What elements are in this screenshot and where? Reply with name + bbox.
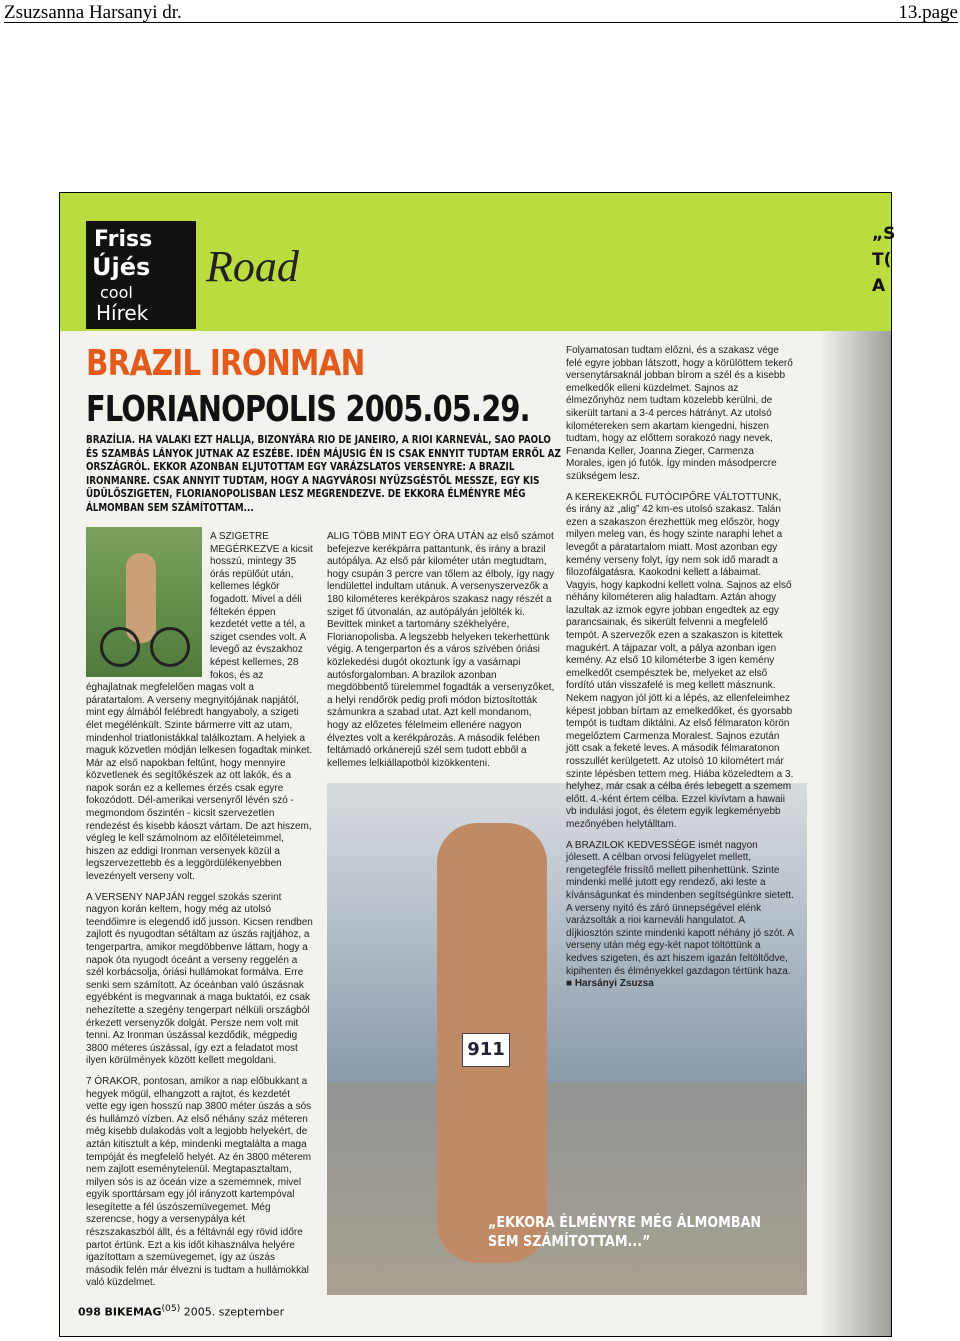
document-header	[4, 0, 958, 23]
pull-quote: „EKKORA ÉLMÉNYRE MÉG ÁLMOMBAN SEM SZÁMÍTOTTAM...”	[488, 1213, 762, 1250]
article-lead: BRAZÍLIA. HA VALAKI EZT HALLJA, BIZONYÁRA RIO DE JANEIRO, A RIOI KARNEVÁL, SAO PAOLO ÉS SZAMBÁS LÁNYOK JUTNAK AZ ESZÉBE. IDÉN MÁJUSIG ÉN IS CSAK ENNYIT TUDTAM ERRŐL AZ ORSZÁGRÓL. EKKOR AZONBAN ELJUTOTTAM EGY VARÁZSLATOS VERSENYRE: A BRAZIL IRONMANRE. CSAK ANNYIT TUDTAM, HOGY A NAGYVÁROSI NYÜZSGÉSTŐL MESSZE, EGY KIS ÜDÜLŐSZIGETEN, FLORIANOPOLISBAN LESZ MEGRENDEZVE. DE EKKORA ÉLMÉNYRE MÉG ÁLMOMBAN SEM SZÁMÍTOTTAM...	[86, 433, 561, 514]
race-bib: 911	[462, 1033, 510, 1067]
page-label: 13.page	[898, 2, 958, 23]
author-name: Zsuzsanna Harsanyi dr.	[4, 2, 182, 23]
article-column-1	[86, 531, 314, 1298]
magazine-logo: Friss Újés cool Hírek	[86, 221, 196, 329]
article-column-2	[327, 531, 555, 778]
cyclist-photo	[86, 527, 202, 677]
paragraph: Folyamatosan tudtam előzni, és a szakasz vége felé egyre jobban látszott, hogy a körülöttem tekerő versenytársaknál jobban bírom a szél és a kisebb emelkedők elleni küzdelmet. Sajnos az élmezőnyhöz nem tudtam közelebb kerülni, de sikerült tartani a 3-4 perces hátrányt. Az utolsó kilométereken sem akartam kiengedni, hiszen tudtam, hogy az előttem sorakozó nagy nevek, Fenanda Keller, Joanna Zieger, Carmenza Morales, igen jó futók. Így minden másodpercre szükségem lesz.	[566, 345, 793, 482]
page-fold-shadow	[820, 331, 891, 1336]
author-signature: Harsányi Zsuzsa	[574, 978, 654, 990]
magazine-scan	[59, 192, 896, 1337]
paragraph: A VERSENY NAPJÁN reggel szokás szerint nagyon korán keltem, hogy még az utolsó teendőimre is elegendő idő jusson. Kicsen rendben zajlott és nyugodtan sétáltam az úszás rajtjához, a tengerpartra, amikor megdöbbenve láttam, hogy a napok óta nyugodt óceánt a verseny reggelén a szél korbácsolja, óriási hullámokat formálva. Erre senki sem számított. Az óceánban való úszásnak egyébként is megvannak a maga buktatói, ez csak nehezítette a szegény tengerpart nélküli országból érkezett versenyzők dolgát. Persze nem volt mit tenni. Az Ironman úszással kezdődik, mégpedig 3800 méteres úszással, így ezt a feladatot most ilyen körülmények között kellett megoldani.	[86, 891, 313, 1067]
paragraph: A BRAZILOK KEDVESSÉGE ismét nagyon jólesett. A célban orvosi felügyelet mellett, rengetegféle frissítő mellett pihenhettünk. Szinte mindenki mellé jutott egy rendező, aki leste a kívánságunkat és mindenben segítségünkre sietett. A verseny nyitó és záró ünnepségével elénk varázsolták a rioi karneváli hangulatot. A díjkiosztón szinte mindenki kapott néhány jó szót. A verseny után még egy-két napot töltöttünk a kedves szigeten, és azt hiszem igazán feltöltődve, kipihenten és élményekkel gazdagon tértünk haza. ■ Harsányi Zsuzsa	[566, 839, 794, 990]
paragraph: A SZIGETRE MEGÉRKEZVE a kicsit hosszú, mintegy 35 órás repülőút után, kellemes légkör fogadott. Mivel a déli féltekén éppen kezdetét vette a tél, a sziget csendes volt. A levegő az évszakhoz képest kellemes, 28 fokos, és az éghajlatnak megfelelően magas volt a páratartalom. A verseny megnyitójának napjától, mint egy álmából felébredt hangyaboly, a szigeti élet megélénkült. Szinte bármerre vitt az utam, mindenhol triatlonistákkal találkoztam. A helyiek a maguk közvetlen módján lelkesen fogadtak minket. Már az első napokban feltűnt, hogy mennyire közvetlenek és segítőkészek az ott lakók, és a napok során ez a kellemes érzés csak egyre fokozódott. Dél-amerikai versenyről lévén szó - megmondom őszintén - kicsit szervezetlen rendezést és kisebb káoszt vártam. De azt hiszem, végleg le kell számolnom az előítéleteimmel, hiszen az eddigi Ironman versenyek közül a legszervezettebb és a leggördülékenyebben levezényelt verseny volt.	[86, 531, 313, 883]
dock	[327, 1083, 807, 1295]
paragraph: ALIG TÖBB MINT EGY ÓRA UTÁN az első számot befejezve kerékpárra pattantunk, és irány a brazil autópálya. Az első pár kilométer után megtudtam, hogy csupán 3 percre van tőlem az élboly, így nagy lendülettel indultam utánuk. A versenyszervezők a 180 kilométeres kerékpáros szakasz nagy részét a sziget fő útvonalán, az autópályán jelölték ki. Bevittek minket a tartomány székhelyére, Florianopolisba. A legszebb helyeken tekerhettünk végig. A tengerparton és a város szívében óriási közlekedési dugót okoztunk így a vasárnapi autósforgalomban. A brazilok azonban megdöbbentő türelemmel fogadták a versenyzőket, a helyi rendőrök pedig profi módon biztosították számunkra a szabad utat. Azt kell mondanom, hogy az előzetes félelmeim ellenére nagyon élveztes volt a kerékpározás. A második felében feltámadó orkánerejű szél sem tudott ebből a kellemes lelkiállapotból kizökkenteni.	[327, 531, 555, 769]
article-title-line2: FLORIANOPOLIS 2005.05.29.	[86, 389, 530, 430]
section-title: Road	[206, 242, 299, 291]
article-title-line1: BRAZIL IRONMAN	[86, 343, 365, 384]
magazine-footer: 098 BIKEMAG$^{(05)}$ 2005. szeptember	[78, 1303, 285, 1319]
paragraph: A KEREKEKRŐL FUTÓCIPŐRE VÁLTOTTUNK, és irány az „alig” 42 km-es utolsó szakasz. Talán ezen a szakaszon érezhettük meg először, hogy milyen meleg van, és hogy szinte naraphi lehet a levegőt a páratartalom miatt. Most azonban egy kemény verseny folyt, így nem sok idő maradt a filozofálgatásra. Kaokodni kellett a lábaimat. Vagyis, hogy kapkodni kellett volna. Sajnos az első néhány kilométeren alig haladtam. Aztán ahogy lazultak az izmok egyre jobban engedtek az egy parancsainak, és sikerült felvenni a megfelelő tempót. A szervezők ezen a szakaszon is kitettek magukért. A tájpazar volt, a pálya azonban igen kemény. Az első 10 kilométerbe 3 igen kemény emelkedőt csempésztek be, melyeket az első fordító után visszafelé is meg kellett másznunk. Nekem nagyon jól jött ki a lépés, az ellenfeleimhez képest jobban bírtam az emelkedőket, és gyorsabb tempót is tudtam diktálni. Az első félmaraton körön megelőztem Carmenza Moralest. Sajnos ezután jött csak a feketé leves. A második félmaratonon rosszullét kerülgetett. Az utolsó 10 kilométert már szinte lépésben tettem meg. Hiába közeledtem a 3. helyhez, már csak a célba érés lebegett a szemem előtt. 4.-ként értem célba. Ezzel kivívtam a hawaii vb indulási jogot, és életem egyik legkeményebb mezőnyében helytálltam.	[566, 491, 794, 830]
paragraph: 7 ÓRAKOR, pontosan, amikor a nap előbukkant a hegyek mögül, elhangzott a rajtot, és kezdetét vette egy igen hosszú nap 3800 méter úszás a sós és hullámzó vízben. Az első néhány száz méteren még kisebb dulakodás volt a legjobb helyekért, de aztán kitisztult a kép, mindenki megtalálta a maga tempóját és megfelelő helyét. Az én 3800 méterem nem zajlott eseménytelenül. Megtapasztaltam, milyen sós is az óceán vize a szememnek, mivel egyik sporttársam egy jól irányzott kartempóval lesegítette a fél úszószemüvegemet. Még szerencse, hogy a versenypálya két részszakaszból állt, és a féltávnál egy rövid időre partot értünk. Ezt a kis időt kihasználva helyére igazítottam a szemüvegemet, így az úszás második felén már élvezni is tudtam a hullámokkal való küzdelmet.	[86, 1075, 312, 1289]
next-page-fragment: „S T( A	[872, 224, 896, 296]
article-column-3	[566, 345, 794, 999]
